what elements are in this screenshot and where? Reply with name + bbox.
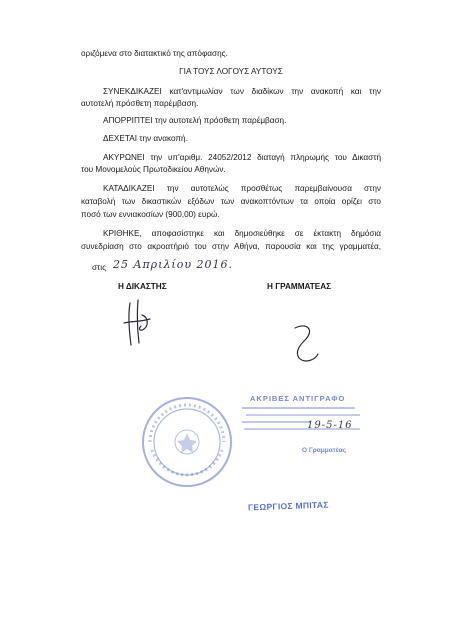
court-seal	[140, 395, 235, 490]
para4-line1: ΑΚΥΡΩΝΕΙ την υπ'αριθμ. 24052/2012 διαταγή πληρωμής του Δικαστή	[103, 153, 381, 162]
para6-line1: ΚΡΙΘΗΚΕ, αποφασίστηκε και δημοσιεύθηκε σε έκτακτη δημόσια	[103, 229, 381, 238]
para4-line2: του Μονομελούς Πρωτοδικείου Αθηνών.	[81, 165, 226, 174]
judge-label: Η ΔΙΚΑΣΤΗΣ	[118, 282, 167, 291]
para5-line3: ποσό των εννιακοσίων (900,00) ευρώ.	[81, 210, 220, 219]
para1-line2: αυτοτελή πρόσθετη παρέμβαση.	[81, 99, 199, 108]
stamp-secretary: Ο Γραμματέας	[302, 447, 346, 454]
handwritten-date: 25 Απριλίου 2016.	[113, 258, 234, 271]
para5-line2: καταβολή των δικαστικών εξόδων των ανακοπτόντων τα οποία ορίζει στο	[81, 197, 381, 206]
para5-line1: ΚΑΤΑΔΙΚΑΖΕΙ την αυτοτελώς προσθέτως παρεμβαίνουσα στην	[103, 184, 381, 193]
copy-stamp	[232, 392, 367, 462]
secretary-label: Η ΓΡΑΜΜΑΤΕΑΣ	[267, 282, 332, 291]
heading: ΓΙΑ ΤΟΥΣ ΛΟΓΟΥΣ ΑΥΤΟΥΣ	[179, 67, 283, 76]
para1-line1: ΣΥΝΕΚΔΙΚΑΖΕΙ κατ'αντιμωλίαν των διαδίκων την ανακοπή και την	[103, 87, 381, 96]
stamp-title: ΑΚΡΙΒΕΣ ΑΝΤΙΓΡΑΦΟ	[250, 394, 346, 403]
name-stamp: ΓΕΩΡΓΙΟΣ ΜΠΙΤΑΣ	[247, 499, 329, 513]
para6-line2: συνεδρίαση στο ακροατήριό του στην Αθήνα, παρουσία και της γραμματέα,	[81, 242, 381, 251]
date-prefix: στις	[92, 263, 107, 272]
secretary-signature	[285, 318, 325, 368]
intro-line: οριζόμενα στο διατακτικό της απόφασης.	[81, 49, 228, 58]
stamp-handwritten-date: 19-5-16	[307, 420, 353, 431]
para2: ΑΠΟΡΡΙΠΤΕΙ την αυτοτελή πρόσθετη παρέμβαση.	[103, 116, 287, 125]
judge-signature	[118, 295, 158, 350]
para3: ΔΕΧΕΤΑΙ την ανακοπή.	[103, 134, 188, 143]
